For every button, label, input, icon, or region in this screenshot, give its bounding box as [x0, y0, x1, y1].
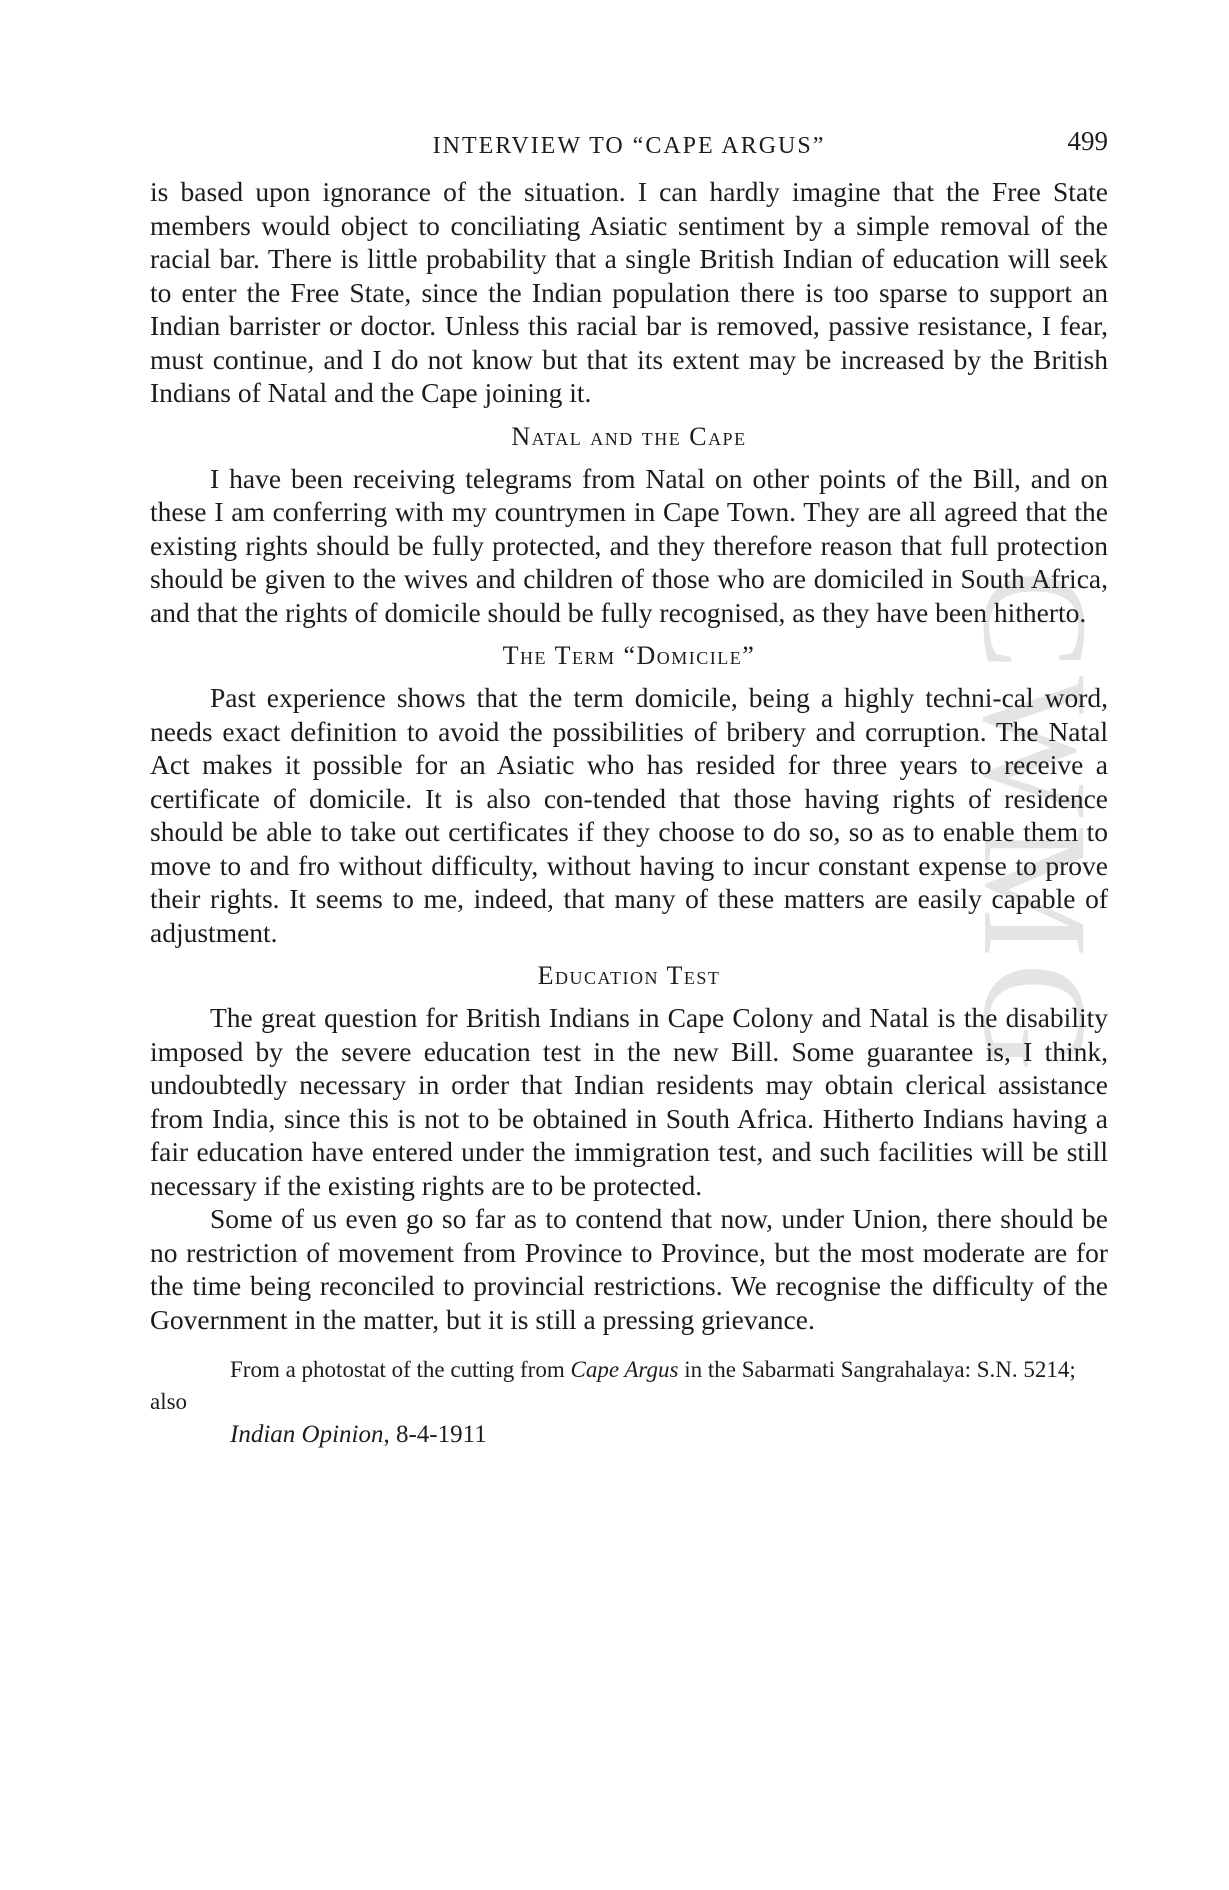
paragraph-domicile: Past experience shows that the term domicile, being a highly techni-cal word, needs exact definition to avoid the possibilities of bribery and corruption. The Natal Act makes it possible for an Asiatic who has resided for three years to receive a certificate of domicile. It is also con-tended that those having rights of residence should be able to take out certificates if they choose to do so, so as to enable them to move to and fro without difficulty, without having to incur constant expense to prove their rights. It seems to me, indeed, that many of these matters are easily capable of adjustment.: [150, 682, 1108, 948]
source-citation: [150, 1418, 1108, 1452]
paragraph-natal-cape: I have been receiving telegrams from Natal on other points of the Bill, and on these I am conferring with my countrymen in Cape Town. They are all agreed that the existing rights should be fully protected, and they therefore reason that full protection should be given to the wives and children of those who are domiciled in South Africa, and that the rights of domicile should be fully recognised, as they have been hitherto.: [150, 462, 1108, 628]
running-head: [150, 125, 1108, 165]
paragraph-union-movement: Some of us even go so far as to contend that now, under Union, there should be no restriction of movement from Province to Province, but the most moderate are for the time being reconciled to provincial restrictions. We recognise the difficulty of the Government in the matter, but it is still a pressing grievance.: [150, 1203, 1108, 1335]
document-page: [150, 125, 1118, 1452]
source-note: [150, 1354, 1108, 1418]
citation-date: , 8-4-1911: [383, 1421, 487, 1448]
cwmg-watermark: CWMG: [952, 570, 1118, 1078]
section-heading-natal-cape: Natal and the Cape: [511, 421, 747, 451]
citation-title: Indian Opinion: [230, 1421, 384, 1448]
section-heading-domicile: The Term “Domicile”: [502, 641, 756, 670]
section-heading-education-test: Education Test: [537, 961, 721, 990]
paragraph-continuation: is based upon ignorance of the situation. I can hardly imagine that the Free State members would object to conciliating Asiatic sentiment by a simple removal of the racial bar. There is little probability that a single British Indian of education will seek to enter the Free State, since the Indian population there is too sparse to support an Indian barrister or doctor. Unless this racial bar is removed, passive resistance, I fear, must continue, and I do not know but that its extent may be increased by the British Indians of Natal and the Cape joining it.: [150, 176, 1108, 408]
source-newspaper: Cape Argus: [570, 1357, 679, 1382]
running-title: INTERVIEW TO “CAPE ARGUS”: [432, 133, 826, 159]
source-prefix: From a photostat of the cutting from: [230, 1357, 571, 1382]
page-number: 499: [1067, 126, 1108, 156]
source-suffix: in the Sabarmati Sangrahalaya: S.N. 5214; also: [150, 1357, 1076, 1414]
paragraph-education-test: The great question for British Indians in Cape Colony and Natal is the disability imposed by the severe education test in the new Bill. Some guarantee is, I think, undoubtedly necessary in order that Indian residents may obtain clerical assistance from India, since this is not to be obtained in South Africa. Hitherto Indians having a fair education have entered under the immigration test, and such facilities will be still necessary if the existing rights are to be protected.: [150, 1002, 1108, 1201]
